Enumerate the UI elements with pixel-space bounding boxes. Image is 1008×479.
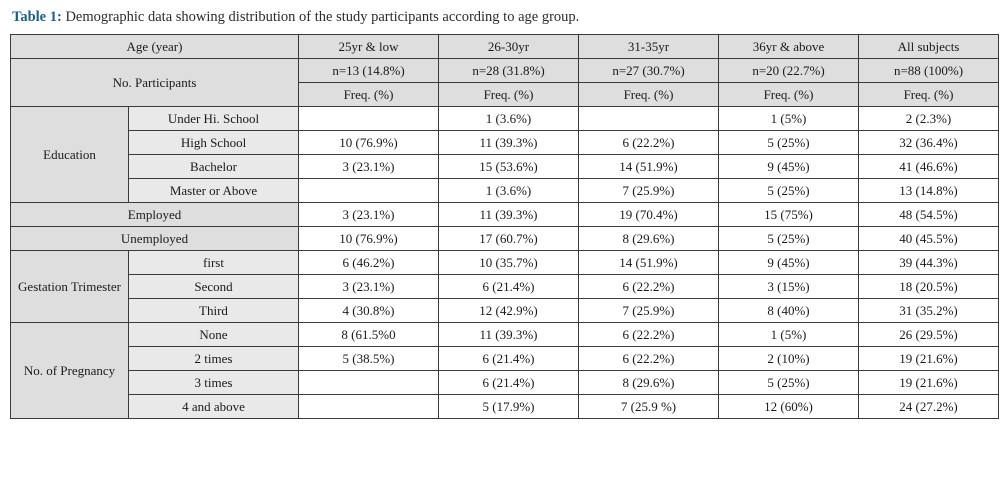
cell-value: 2 (10%) bbox=[719, 347, 859, 371]
cell-value: 24 (27.2%) bbox=[859, 395, 999, 419]
cell-value bbox=[299, 371, 439, 395]
section-label-gestation-trimester: Gestation Trimester bbox=[11, 251, 129, 323]
table-header-row-age bbox=[11, 35, 999, 59]
row-sublabel: Second bbox=[129, 275, 299, 299]
cell-value: 32 (36.4%) bbox=[859, 131, 999, 155]
header-freq: Freq. (%) bbox=[579, 83, 719, 107]
cell-value: 1 (5%) bbox=[719, 107, 859, 131]
cell-value: 1 (5%) bbox=[719, 323, 859, 347]
demographic-table bbox=[10, 34, 999, 419]
table-row bbox=[11, 299, 999, 323]
cell-value: 6 (22.2%) bbox=[579, 347, 719, 371]
cell-value: 6 (22.2%) bbox=[579, 275, 719, 299]
cell-value: 6 (21.4%) bbox=[439, 275, 579, 299]
cell-value: 13 (14.8%) bbox=[859, 179, 999, 203]
cell-value: 9 (45%) bbox=[719, 155, 859, 179]
cell-value: 3 (15%) bbox=[719, 275, 859, 299]
cell-value: 10 (35.7%) bbox=[439, 251, 579, 275]
cell-value: 15 (75%) bbox=[719, 203, 859, 227]
cell-value: 9 (45%) bbox=[719, 251, 859, 275]
header-participants-label: No. Participants bbox=[11, 59, 299, 107]
cell-value bbox=[579, 107, 719, 131]
header-freq: Freq. (%) bbox=[719, 83, 859, 107]
table-row bbox=[11, 251, 999, 275]
table-header-row-participants bbox=[11, 59, 999, 83]
cell-value: 6 (21.4%) bbox=[439, 371, 579, 395]
cell-value: 14 (51.9%) bbox=[579, 155, 719, 179]
cell-value: 5 (17.9%) bbox=[439, 395, 579, 419]
header-age-group: All subjects bbox=[859, 35, 999, 59]
cell-value: 48 (54.5%) bbox=[859, 203, 999, 227]
cell-value: 5 (25%) bbox=[719, 179, 859, 203]
table-row bbox=[11, 179, 999, 203]
cell-value: 10 (76.9%) bbox=[299, 131, 439, 155]
table-caption-text: Demographic data showing distribution of the study participants according to age group. bbox=[61, 9, 580, 25]
table-caption-label: Table 1: bbox=[12, 9, 62, 25]
cell-value: 12 (42.9%) bbox=[439, 299, 579, 323]
cell-value: 10 (76.9%) bbox=[299, 227, 439, 251]
cell-value: 17 (60.7%) bbox=[439, 227, 579, 251]
cell-value: 19 (70.4%) bbox=[579, 203, 719, 227]
cell-value bbox=[299, 179, 439, 203]
cell-value: 3 (23.1%) bbox=[299, 275, 439, 299]
row-sublabel: 3 times bbox=[129, 371, 299, 395]
cell-value: 5 (25%) bbox=[719, 131, 859, 155]
section-label-employed: Employed bbox=[11, 203, 299, 227]
table-row bbox=[11, 395, 999, 419]
cell-value: 5 (25%) bbox=[719, 371, 859, 395]
cell-value: 6 (22.2%) bbox=[579, 131, 719, 155]
row-sublabel: Third bbox=[129, 299, 299, 323]
cell-value: 39 (44.3%) bbox=[859, 251, 999, 275]
header-age-group: 31-35yr bbox=[579, 35, 719, 59]
cell-value: 3 (23.1%) bbox=[299, 155, 439, 179]
table-row bbox=[11, 155, 999, 179]
cell-value: 8 (61.5%0 bbox=[299, 323, 439, 347]
table-row bbox=[11, 227, 999, 251]
cell-value: 11 (39.3%) bbox=[439, 203, 579, 227]
cell-value: 19 (21.6%) bbox=[859, 347, 999, 371]
table-caption bbox=[12, 8, 998, 26]
header-participants-count: n=27 (30.7%) bbox=[579, 59, 719, 83]
header-participants-count: n=28 (31.8%) bbox=[439, 59, 579, 83]
cell-value: 7 (25.9%) bbox=[579, 179, 719, 203]
cell-value: 5 (25%) bbox=[719, 227, 859, 251]
table-row bbox=[11, 131, 999, 155]
header-age-label: Age (year) bbox=[11, 35, 299, 59]
section-label-education: Education bbox=[11, 107, 129, 203]
cell-value: 26 (29.5%) bbox=[859, 323, 999, 347]
header-age-group: 25yr & low bbox=[299, 35, 439, 59]
cell-value: 5 (38.5%) bbox=[299, 347, 439, 371]
cell-value: 8 (40%) bbox=[719, 299, 859, 323]
cell-value: 18 (20.5%) bbox=[859, 275, 999, 299]
cell-value: 15 (53.6%) bbox=[439, 155, 579, 179]
row-sublabel: 4 and above bbox=[129, 395, 299, 419]
cell-value: 6 (46.2%) bbox=[299, 251, 439, 275]
table-row bbox=[11, 275, 999, 299]
row-sublabel: Bachelor bbox=[129, 155, 299, 179]
table-row bbox=[11, 347, 999, 371]
table-row bbox=[11, 371, 999, 395]
table-row bbox=[11, 203, 999, 227]
header-participants-count: n=88 (100%) bbox=[859, 59, 999, 83]
cell-value: 41 (46.6%) bbox=[859, 155, 999, 179]
cell-value: 11 (39.3%) bbox=[439, 323, 579, 347]
cell-value bbox=[299, 395, 439, 419]
cell-value: 1 (3.6%) bbox=[439, 179, 579, 203]
cell-value: 19 (21.6%) bbox=[859, 371, 999, 395]
cell-value: 7 (25.9%) bbox=[579, 299, 719, 323]
table-row bbox=[11, 323, 999, 347]
cell-value: 7 (25.9 %) bbox=[579, 395, 719, 419]
header-freq: Freq. (%) bbox=[439, 83, 579, 107]
cell-value: 2 (2.3%) bbox=[859, 107, 999, 131]
header-freq: Freq. (%) bbox=[859, 83, 999, 107]
cell-value: 8 (29.6%) bbox=[579, 371, 719, 395]
cell-value: 3 (23.1%) bbox=[299, 203, 439, 227]
header-participants-count: n=13 (14.8%) bbox=[299, 59, 439, 83]
cell-value: 6 (21.4%) bbox=[439, 347, 579, 371]
row-sublabel: None bbox=[129, 323, 299, 347]
cell-value: 40 (45.5%) bbox=[859, 227, 999, 251]
cell-value bbox=[299, 107, 439, 131]
row-sublabel: Under Hi. School bbox=[129, 107, 299, 131]
row-sublabel: Master or Above bbox=[129, 179, 299, 203]
header-age-group: 36yr & above bbox=[719, 35, 859, 59]
header-freq: Freq. (%) bbox=[299, 83, 439, 107]
cell-value: 4 (30.8%) bbox=[299, 299, 439, 323]
table-row bbox=[11, 107, 999, 131]
cell-value: 6 (22.2%) bbox=[579, 323, 719, 347]
cell-value: 11 (39.3%) bbox=[439, 131, 579, 155]
row-sublabel: first bbox=[129, 251, 299, 275]
row-sublabel: 2 times bbox=[129, 347, 299, 371]
header-age-group: 26-30yr bbox=[439, 35, 579, 59]
cell-value: 12 (60%) bbox=[719, 395, 859, 419]
cell-value: 14 (51.9%) bbox=[579, 251, 719, 275]
cell-value: 8 (29.6%) bbox=[579, 227, 719, 251]
header-participants-count: n=20 (22.7%) bbox=[719, 59, 859, 83]
section-label-no-of-pregnancy: No. of Pregnancy bbox=[11, 323, 129, 419]
row-sublabel: High School bbox=[129, 131, 299, 155]
cell-value: 1 (3.6%) bbox=[439, 107, 579, 131]
cell-value: 31 (35.2%) bbox=[859, 299, 999, 323]
section-label-unemployed: Unemployed bbox=[11, 227, 299, 251]
